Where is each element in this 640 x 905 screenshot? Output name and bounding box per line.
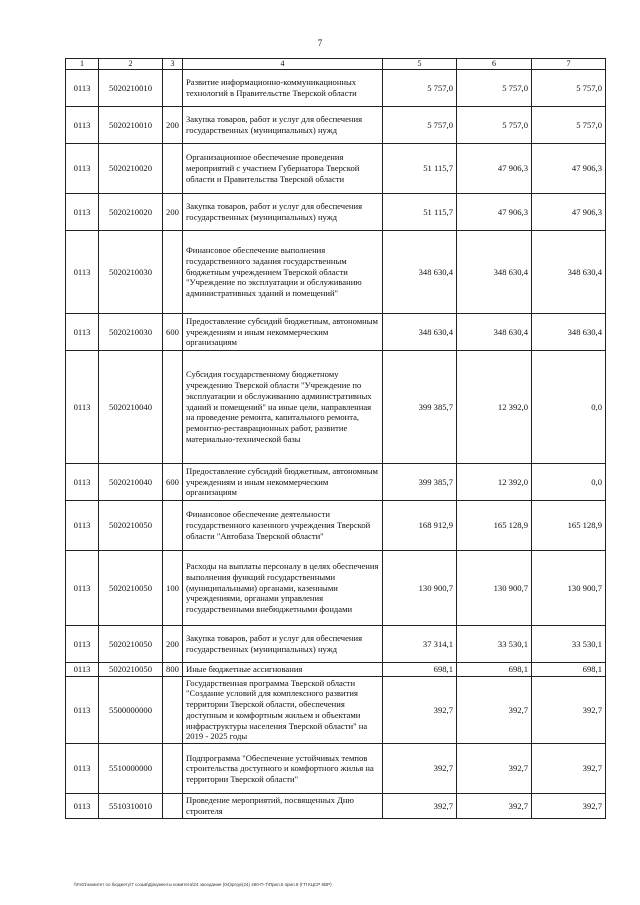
item-name-cell: Развитие информационно-коммуникационных технологий в Правительстве Тверской области bbox=[183, 70, 383, 107]
column-header: 5 bbox=[383, 59, 457, 70]
amount-col5-cell: 348 630,4 bbox=[383, 231, 457, 314]
column-header: 7 bbox=[532, 59, 606, 70]
item-name-cell: Организационное обеспечение проведения мероприятий с участием Губернатора Тверской области и Правительства Тверской области bbox=[183, 144, 383, 194]
table-row bbox=[66, 501, 606, 551]
amount-col6-cell: 5 757,0 bbox=[457, 70, 532, 107]
section-code-cell: 0113 bbox=[66, 626, 99, 663]
section-code-cell: 0113 bbox=[66, 70, 99, 107]
section-code-cell: 0113 bbox=[66, 314, 99, 351]
amount-col5-cell: 5 757,0 bbox=[383, 107, 457, 144]
table-row bbox=[66, 551, 606, 626]
amount-col5-cell: 399 385,7 bbox=[383, 464, 457, 501]
target-article-cell: 5020210030 bbox=[99, 231, 163, 314]
amount-col6-cell: 12 392,0 bbox=[457, 351, 532, 464]
amount-col5-cell: 348 630,4 bbox=[383, 314, 457, 351]
section-code-cell: 0113 bbox=[66, 464, 99, 501]
table-row bbox=[66, 107, 606, 144]
amount-col6-cell: 392,7 bbox=[457, 744, 532, 794]
amount-col7-cell: 392,7 bbox=[532, 794, 606, 818]
section-code-cell: 0113 bbox=[66, 107, 99, 144]
amount-col7-cell: 47 906,3 bbox=[532, 194, 606, 231]
expense-type-cell bbox=[163, 794, 183, 818]
table-row bbox=[66, 70, 606, 107]
amount-col6-cell: 130 900,7 bbox=[457, 551, 532, 626]
item-name-cell: Государственная программа Тверской области "Создание условий для комплексного развития территории Тверской области, обеспечения доступным и комфортным жильем и объектами инфраструктуры населения Тверской области" на 2019 - 2025 годы bbox=[183, 676, 383, 743]
expense-type-cell: 600 bbox=[163, 464, 183, 501]
table-row bbox=[66, 663, 606, 677]
amount-col7-cell: 130 900,7 bbox=[532, 551, 606, 626]
section-code-cell: 0113 bbox=[66, 676, 99, 743]
amount-col6-cell: 12 392,0 bbox=[457, 464, 532, 501]
item-name-cell: Предоставление субсидий бюджетным, автономным учреждениям и иным некоммерческим организациям bbox=[183, 464, 383, 501]
target-article-cell: 5020210010 bbox=[99, 70, 163, 107]
expense-type-cell: 600 bbox=[163, 314, 183, 351]
amount-col7-cell: 392,7 bbox=[532, 744, 606, 794]
amount-col7-cell: 698,1 bbox=[532, 663, 606, 677]
target-article-cell: 5510000000 bbox=[99, 744, 163, 794]
item-name-cell: Финансовое обеспечение выполнения государственного задания государственным бюджетным учреждением Тверской области "Учреждение по эксплуатации и обслуживанию административных зданий и помещений" bbox=[183, 231, 383, 314]
amount-col6-cell: 392,7 bbox=[457, 676, 532, 743]
amount-col6-cell: 698,1 bbox=[457, 663, 532, 677]
amount-col5-cell: 5 757,0 bbox=[383, 70, 457, 107]
expense-type-cell bbox=[163, 676, 183, 743]
section-code-cell: 0113 bbox=[66, 144, 99, 194]
column-header: 4 bbox=[183, 59, 383, 70]
target-article-cell: 5020210050 bbox=[99, 501, 163, 551]
table-row bbox=[66, 194, 606, 231]
budget-table-body bbox=[66, 59, 606, 819]
amount-col6-cell: 165 128,9 bbox=[457, 501, 532, 551]
amount-col6-cell: 33 530,1 bbox=[457, 626, 532, 663]
table-row bbox=[66, 626, 606, 663]
expense-type-cell bbox=[163, 744, 183, 794]
amount-col5-cell: 37 314,1 bbox=[383, 626, 457, 663]
table-row bbox=[66, 794, 606, 818]
page-number: 7 bbox=[317, 38, 323, 48]
expense-type-cell bbox=[163, 144, 183, 194]
item-name-cell: Предоставление субсидий бюджетным, автономным учреждениям и иным некоммерческим организациям bbox=[183, 314, 383, 351]
table-row bbox=[66, 231, 606, 314]
file-path-footer: \\Fs01\комитет по бюджету\7 созыв\Документы комитета\24 заседание (04)\proje(24) 460-П-7\Прил.5 прил.8 (ГП КЦСР КВР) bbox=[74, 882, 332, 887]
target-article-cell: 5020210040 bbox=[99, 464, 163, 501]
amount-col5-cell: 392,7 bbox=[383, 744, 457, 794]
expense-type-cell: 200 bbox=[163, 107, 183, 144]
expense-type-cell: 200 bbox=[163, 626, 183, 663]
column-header: 6 bbox=[457, 59, 532, 70]
amount-col6-cell: 348 630,4 bbox=[457, 314, 532, 351]
table-row bbox=[66, 314, 606, 351]
table-row bbox=[66, 676, 606, 743]
expense-type-cell: 100 bbox=[163, 551, 183, 626]
section-code-cell: 0113 bbox=[66, 231, 99, 314]
table-header-row bbox=[66, 59, 606, 70]
target-article-cell: 5020210040 bbox=[99, 351, 163, 464]
amount-col5-cell: 130 900,7 bbox=[383, 551, 457, 626]
amount-col5-cell: 51 115,7 bbox=[383, 144, 457, 194]
amount-col7-cell: 348 630,4 bbox=[532, 314, 606, 351]
target-article-cell: 5020210050 bbox=[99, 663, 163, 677]
target-article-cell: 5020210020 bbox=[99, 194, 163, 231]
amount-col5-cell: 392,7 bbox=[383, 676, 457, 743]
section-code-cell: 0113 bbox=[66, 794, 99, 818]
section-code-cell: 0113 bbox=[66, 194, 99, 231]
target-article-cell: 5510310010 bbox=[99, 794, 163, 818]
amount-col7-cell: 5 757,0 bbox=[532, 70, 606, 107]
amount-col6-cell: 392,7 bbox=[457, 794, 532, 818]
item-name-cell: Закупка товаров, работ и услуг для обеспечения государственных (муниципальных) нужд bbox=[183, 107, 383, 144]
target-article-cell: 5020210050 bbox=[99, 551, 163, 626]
amount-col7-cell: 165 128,9 bbox=[532, 501, 606, 551]
item-name-cell: Проведение мероприятий, посвященных Дню строителя bbox=[183, 794, 383, 818]
section-code-cell: 0113 bbox=[66, 501, 99, 551]
expense-type-cell: 200 bbox=[163, 194, 183, 231]
table-row bbox=[66, 464, 606, 501]
amount-col6-cell: 348 630,4 bbox=[457, 231, 532, 314]
table-row bbox=[66, 351, 606, 464]
target-article-cell: 5020210010 bbox=[99, 107, 163, 144]
amount-col5-cell: 51 115,7 bbox=[383, 194, 457, 231]
amount-col7-cell: 0,0 bbox=[532, 351, 606, 464]
column-header: 1 bbox=[66, 59, 99, 70]
item-name-cell: Закупка товаров, работ и услуг для обеспечения государственных (муниципальных) нужд bbox=[183, 626, 383, 663]
item-name-cell: Субсидия государственному бюджетному учреждению Тверской области "Учреждение по эксплуатации и обслуживанию административных зданий и помещений" на иные цели, направленная на проведение ремонта, капитального ремонта, ремонтно-реставрационных работ, развитие материально-технической базы bbox=[183, 351, 383, 464]
target-article-cell: 5500000000 bbox=[99, 676, 163, 743]
expense-type-cell bbox=[163, 501, 183, 551]
section-code-cell: 0113 bbox=[66, 744, 99, 794]
target-article-cell: 5020210030 bbox=[99, 314, 163, 351]
section-code-cell: 0113 bbox=[66, 551, 99, 626]
amount-col5-cell: 399 385,7 bbox=[383, 351, 457, 464]
amount-col5-cell: 168 912,9 bbox=[383, 501, 457, 551]
item-name-cell: Финансовое обеспечение деятельности государственного казенного учреждения Тверской области "Автобаза Тверской области" bbox=[183, 501, 383, 551]
amount-col7-cell: 33 530,1 bbox=[532, 626, 606, 663]
section-code-cell: 0113 bbox=[66, 351, 99, 464]
item-name-cell: Закупка товаров, работ и услуг для обеспечения государственных (муниципальных) нужд bbox=[183, 194, 383, 231]
column-header: 3 bbox=[163, 59, 183, 70]
amount-col7-cell: 348 630,4 bbox=[532, 231, 606, 314]
amount-col6-cell: 47 906,3 bbox=[457, 194, 532, 231]
amount-col7-cell: 0,0 bbox=[532, 464, 606, 501]
section-code-cell: 0113 bbox=[66, 663, 99, 677]
expense-type-cell bbox=[163, 70, 183, 107]
expense-type-cell bbox=[163, 351, 183, 464]
expense-type-cell bbox=[163, 231, 183, 314]
expense-type-cell: 800 bbox=[163, 663, 183, 677]
item-name-cell: Подпрограмма "Обеспечение устойчивых темпов строительства доступного и комфортного жилья на территории Тверской области" bbox=[183, 744, 383, 794]
table-row bbox=[66, 744, 606, 794]
amount-col5-cell: 392,7 bbox=[383, 794, 457, 818]
budget-table bbox=[65, 58, 606, 819]
amount-col7-cell: 392,7 bbox=[532, 676, 606, 743]
table-row bbox=[66, 144, 606, 194]
item-name-cell: Иные бюджетные ассигнования bbox=[183, 663, 383, 677]
target-article-cell: 5020210050 bbox=[99, 626, 163, 663]
item-name-cell: Расходы на выплаты персоналу в целях обеспечения выполнения функций государственными (муниципальными) органами, казенными учреждениями, органами управления государственными внебюджетными фондами bbox=[183, 551, 383, 626]
amount-col7-cell: 5 757,0 bbox=[532, 107, 606, 144]
amount-col7-cell: 47 906,3 bbox=[532, 144, 606, 194]
amount-col6-cell: 47 906,3 bbox=[457, 144, 532, 194]
amount-col6-cell: 5 757,0 bbox=[457, 107, 532, 144]
target-article-cell: 5020210020 bbox=[99, 144, 163, 194]
column-header: 2 bbox=[99, 59, 163, 70]
amount-col5-cell: 698,1 bbox=[383, 663, 457, 677]
